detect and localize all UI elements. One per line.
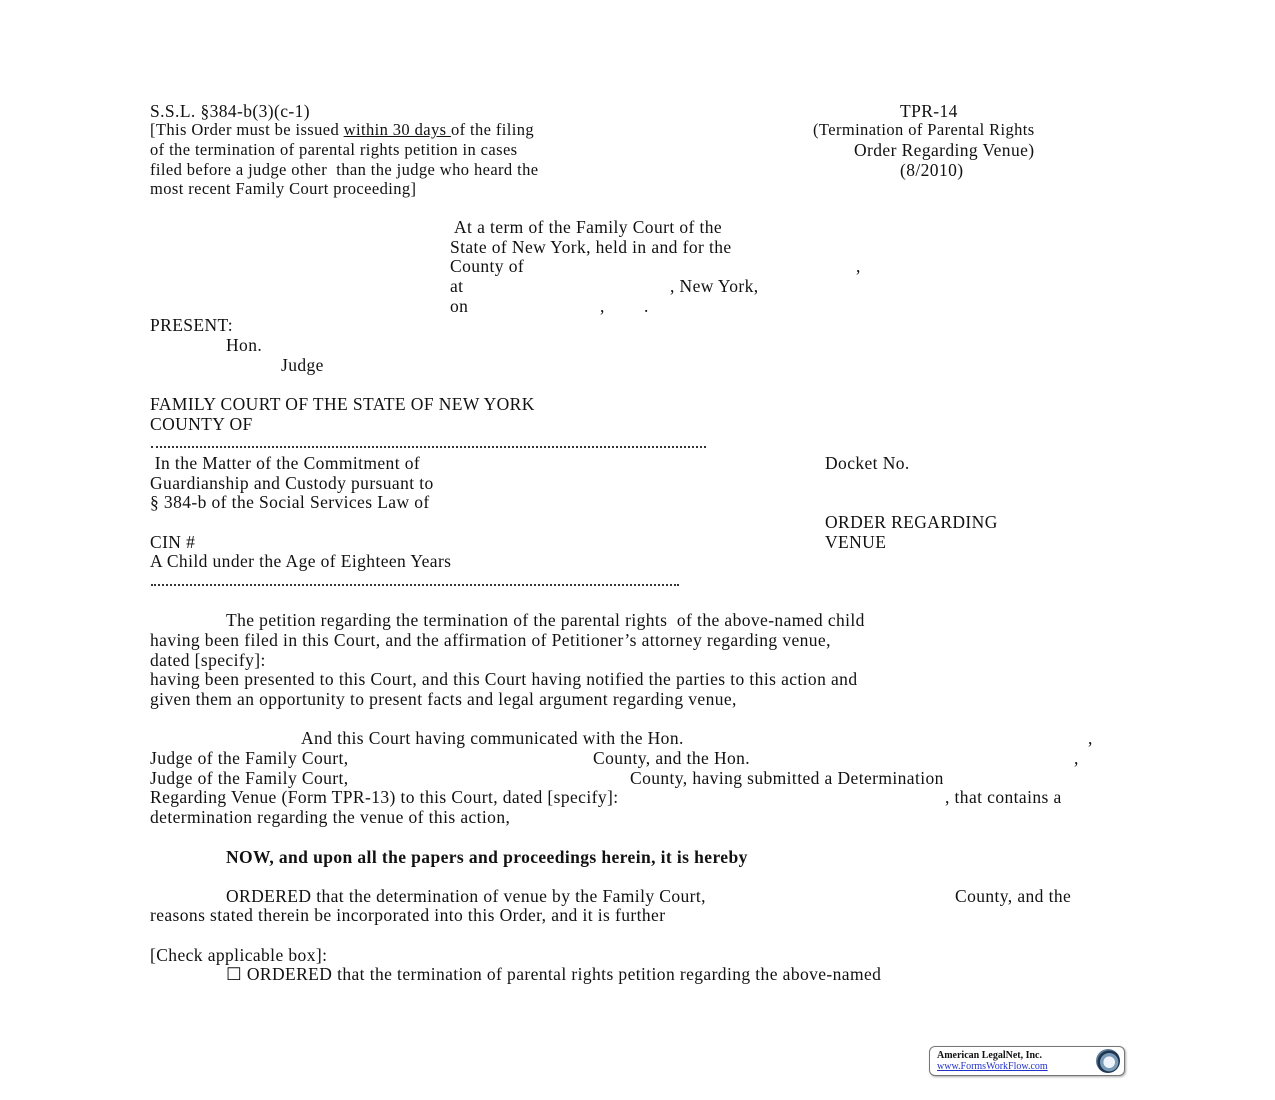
american-legalnet-badge[interactable]	[929, 1046, 1125, 1076]
term-date-period: .	[644, 296, 649, 316]
form-id: TPR-14	[900, 101, 958, 121]
para2-line-3b: County, having submitted a Determination	[630, 768, 944, 788]
caption-line-1: In the Matter of the Commitment of	[150, 453, 421, 473]
ordered-1-line-1b: County, and the	[955, 886, 1072, 906]
ordered-2-text: ORDERED that the termination of parental rights petition regarding the above-named	[246, 964, 882, 984]
para1-line-5: given them an opportunity to present facts and legal argument regarding venue,	[150, 689, 737, 709]
filing-note-line-2: of the termination of parental rights petition in cases	[150, 140, 518, 159]
para1-line-2: having been filed in this Court, and the affirmation of Petitioner’s attorney regarding venue,	[150, 630, 831, 650]
ordered-2-option[interactable]	[226, 964, 881, 984]
note-text: [This Order must be issued	[150, 120, 344, 139]
term-county-comma: ,	[856, 256, 861, 276]
para2-line-2b: County, and the Hon.	[593, 748, 751, 768]
caption-cin: CIN #	[150, 532, 196, 552]
term-line-1: At a term of the Family Court of the	[454, 217, 723, 237]
check-applicable-label: [Check applicable box]:	[150, 945, 328, 965]
statute-citation: S.S.L. §384-b(3)(c-1)	[150, 101, 311, 121]
court-county: COUNTY OF	[150, 414, 253, 434]
para2-line-1: And this Court having communicated with the Hon.	[301, 728, 684, 748]
badge-company-name: American LegalNet, Inc.	[937, 1050, 1042, 1061]
term-on-label: on	[450, 296, 469, 316]
para2-line-2a: Judge of the Family Court,	[150, 748, 349, 768]
present-hon: Hon.	[226, 335, 263, 355]
para2-line-2-comma: ,	[1074, 748, 1079, 768]
ordered-1-line-2: reasons stated therein be incorporated into this Order, and it is further	[150, 905, 666, 925]
filing-note-line-1	[150, 120, 534, 140]
caption-line-2: Guardianship and Custody pursuant to	[150, 473, 434, 493]
order-title-line-2: VENUE	[825, 532, 887, 552]
caption-child: A Child under the Age of Eighteen Years	[150, 551, 452, 571]
ordered-1-line-1a: ORDERED that the determination of venue by the Family Court,	[226, 886, 706, 906]
term-county-label: County of	[450, 256, 525, 276]
form-title-line-2: Order Regarding Venue)	[854, 140, 1035, 160]
checkbox-icon[interactable]: ☐	[226, 964, 243, 984]
term-new-york: , New York,	[670, 276, 759, 296]
term-line-2: State of New York, held in and for the	[450, 237, 732, 257]
filing-note-line-4: most recent Family Court proceeding]	[150, 179, 417, 198]
filing-note-line-3: filed before a judge other than the judge who heard the	[150, 160, 539, 179]
term-at-label: at	[450, 276, 464, 296]
para1-line-4: having been presented to this Court, and this Court having notified the parties to this action and	[150, 669, 858, 689]
note-emphasis: within 30 days	[343, 120, 451, 139]
form-title-line-1: (Termination of Parental Rights	[813, 120, 1035, 139]
court-name: FAMILY COURT OF THE STATE OF NEW YORK	[150, 394, 535, 414]
globe-logo-icon	[1096, 1049, 1120, 1073]
para1-line-1: The petition regarding the termination of the parental rights of the above-named child	[226, 610, 865, 630]
para1-line-3: dated [specify]:	[150, 650, 266, 670]
caption-line-3: § 384-b of the Social Services Law of	[150, 492, 430, 512]
present-label: PRESENT:	[150, 315, 234, 335]
badge-url-link[interactable]: www.FormsWorkFlow.com	[937, 1061, 1048, 1072]
note-text: of the filing	[450, 120, 535, 139]
caption-bottom-divider	[151, 584, 679, 586]
now-clause: NOW, and upon all the papers and proceedings herein, it is hereby	[226, 847, 748, 867]
docket-number-label: Docket No.	[825, 453, 910, 473]
form-date: (8/2010)	[900, 160, 964, 180]
order-title-line-1: ORDER REGARDING	[825, 512, 998, 532]
caption-top-divider	[151, 446, 706, 448]
term-date-comma: ,	[600, 296, 605, 316]
para2-line-1-comma: ,	[1088, 728, 1093, 748]
para2-line-4a: Regarding Venue (Form TPR-13) to this Court, dated [specify]:	[150, 787, 619, 807]
para2-line-5: determination regarding the venue of this action,	[150, 807, 511, 827]
para2-line-4b: , that contains a	[945, 787, 1062, 807]
present-judge: Judge	[281, 355, 324, 375]
para2-line-3a: Judge of the Family Court,	[150, 768, 349, 788]
